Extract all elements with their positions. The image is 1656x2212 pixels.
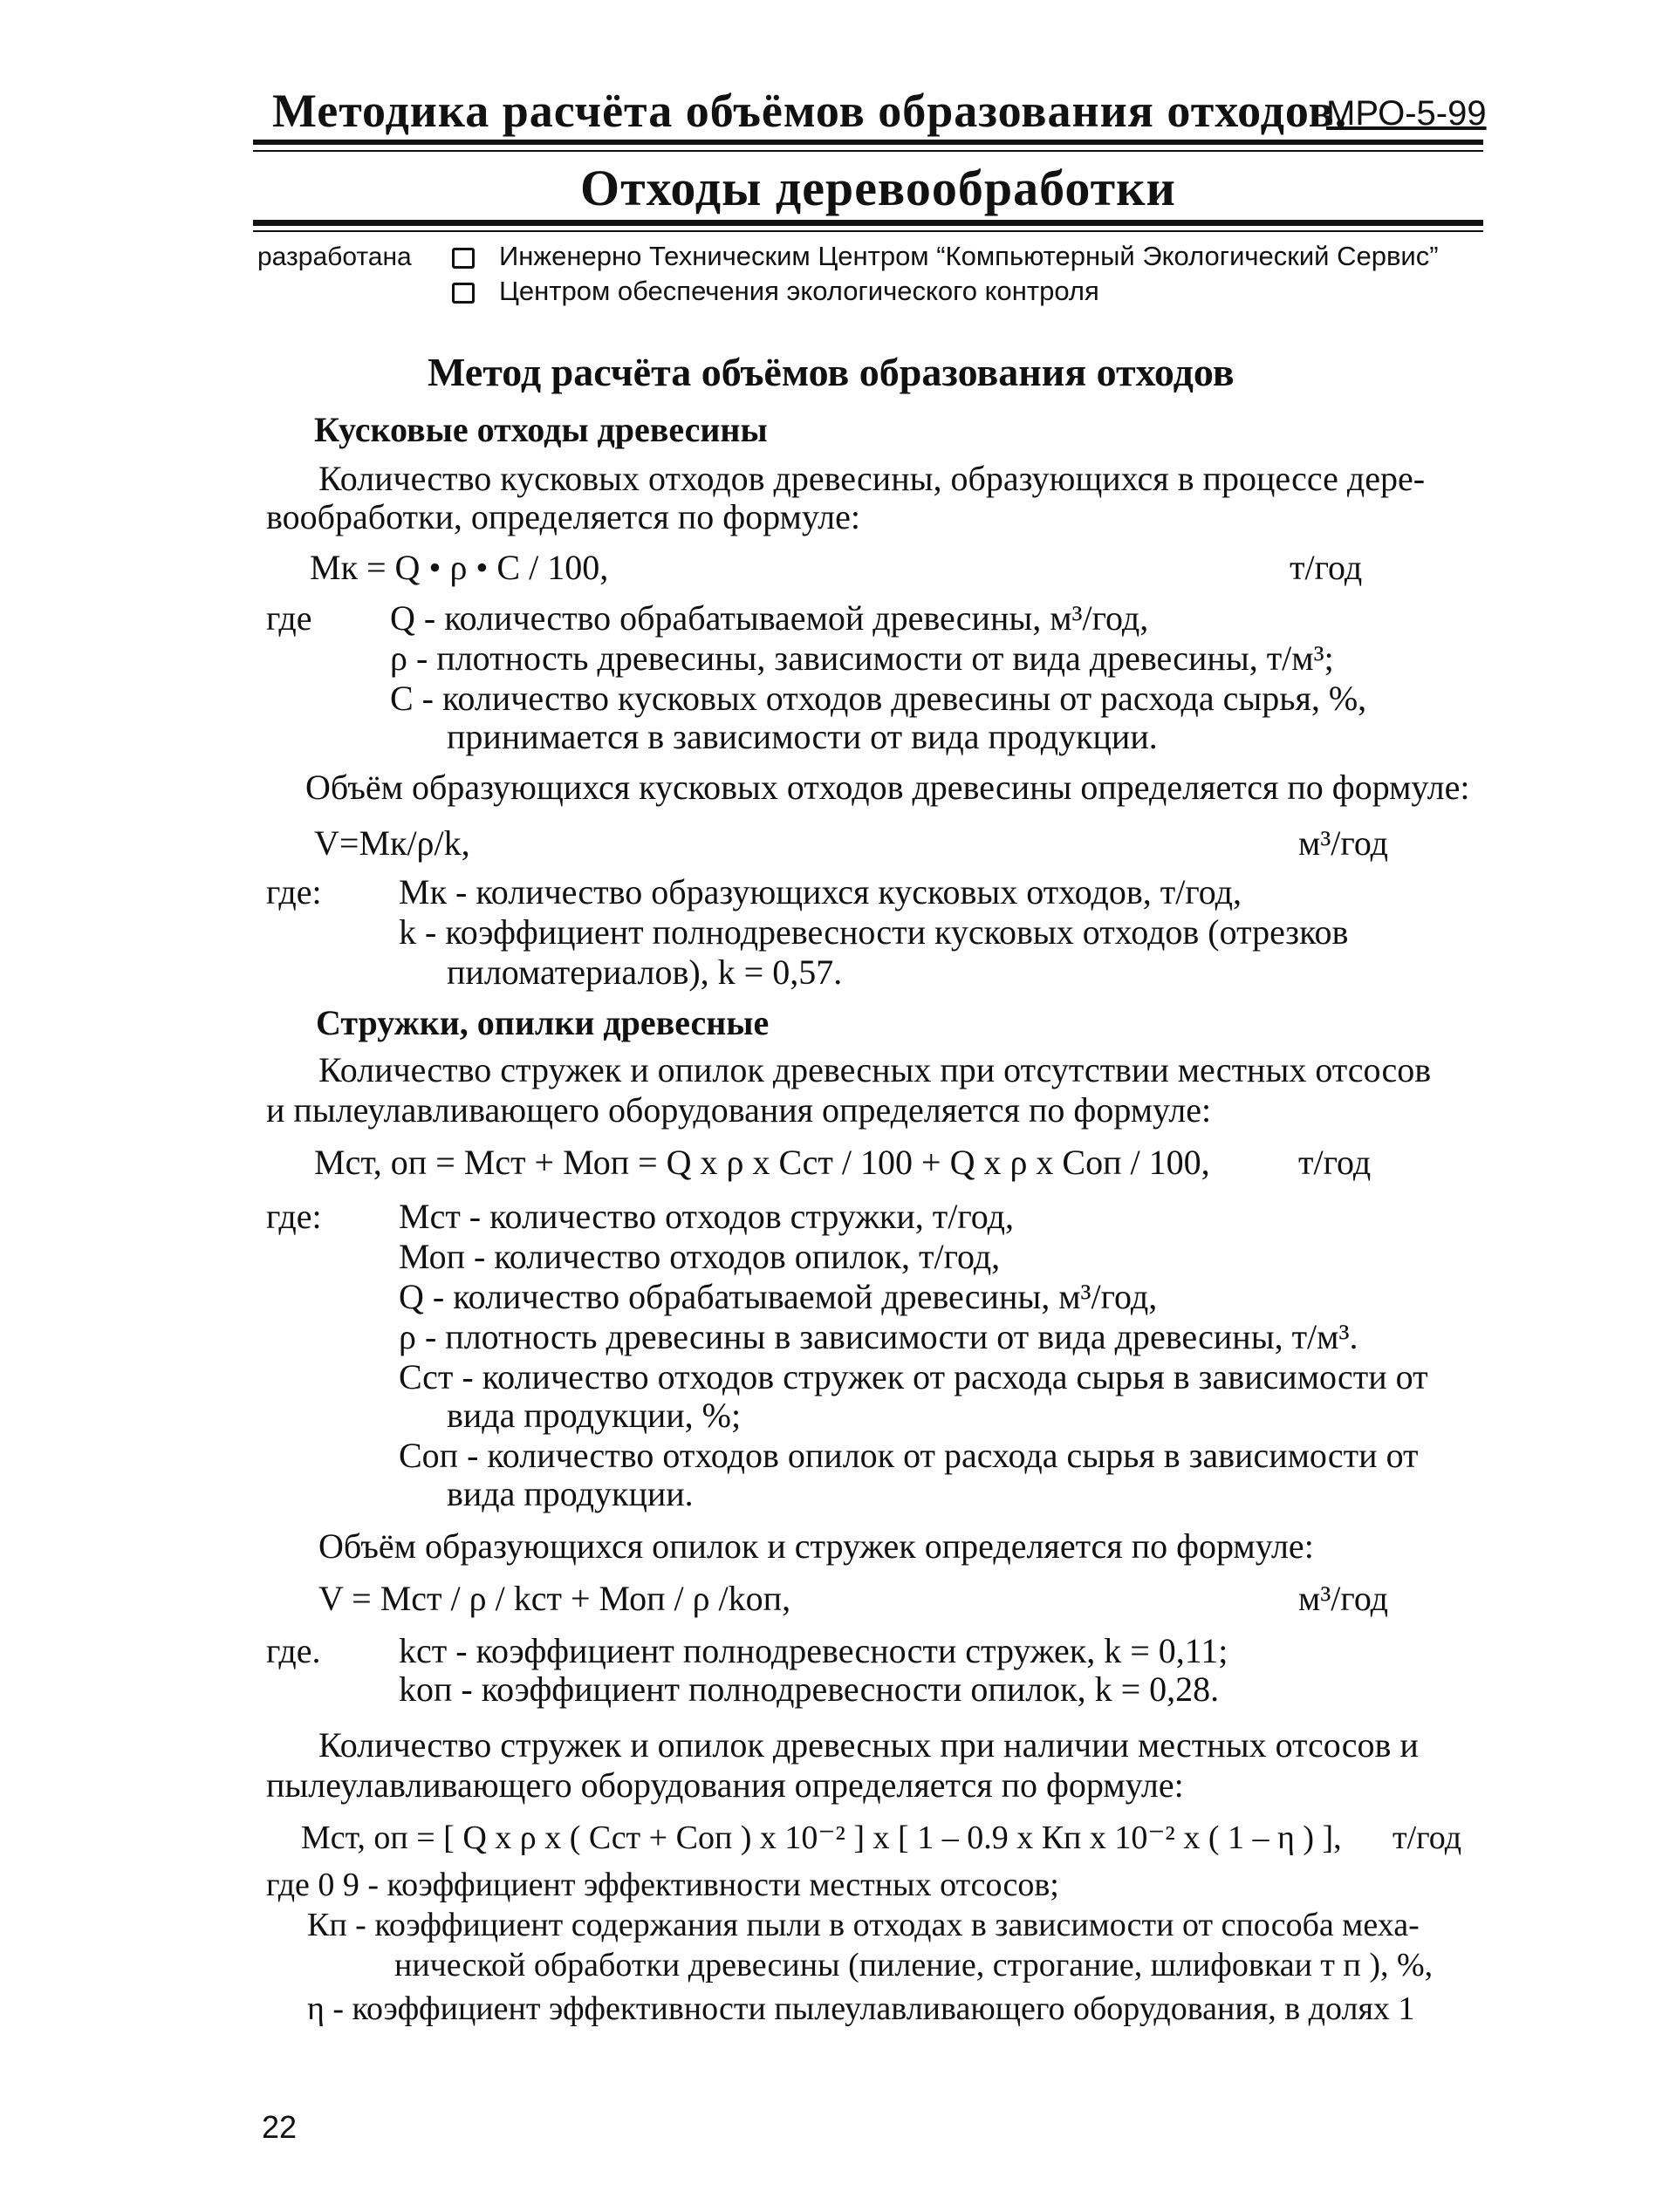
s2-formula-2: Мст, оп = [ Q x ρ x ( Сст + Соп ) x 10⁻² ] x [ 1 – 0.9 x Кп x 10⁻² x ( 1 – η ) ], bbox=[301, 1819, 1342, 1856]
developed-label: разработана bbox=[257, 242, 412, 271]
s2-volume-where: где. bbox=[266, 1631, 321, 1670]
header-rule-bottom-thin bbox=[253, 230, 1483, 232]
header-rule-top bbox=[253, 140, 1483, 145]
s2-formula-unit: т/год bbox=[1298, 1143, 1372, 1182]
header-rule-top-thin bbox=[253, 150, 1483, 152]
s2-formula-2-unit: т/год bbox=[1393, 1819, 1462, 1856]
section-title: Отходы деревообработки bbox=[580, 160, 1176, 216]
s2-def-rho: ρ - плотность древесины в зависимости от вида древесины, т/м³. bbox=[399, 1317, 1358, 1356]
s2-def-09: где 0 9 - коэффициент эффективности местных отсосов; bbox=[266, 1867, 1059, 1903]
s2-volume-unit: м³/год bbox=[1298, 1579, 1389, 1618]
s2-volume-intro: Объём образующихся опилок и стружек определяется по формуле: bbox=[318, 1526, 1314, 1566]
s1-volume-intro: Объём образующихся кусковых отходов древесины определяется по формуле: bbox=[305, 768, 1470, 807]
s2-intro-4: пылеулавливающего оборудования определяется по формуле: bbox=[266, 1765, 1184, 1805]
s1-volume-def-k: k - коэффициент полнодревесности кусковых отходов (отрезков bbox=[399, 912, 1349, 952]
s2-intro-1: Количество стружек и опилок древесных при отсутствии местных отсосов bbox=[318, 1050, 1432, 1089]
checkbox-icon bbox=[452, 283, 475, 304]
developer-2: Центром обеспечения экологического контроля bbox=[499, 276, 1099, 306]
s1-def-c-cont: принимается в зависимости от вида продукции. bbox=[447, 717, 1158, 756]
section-2-heading: Стружки, опилки древесные bbox=[316, 1003, 770, 1042]
s1-volume-def-mk: Мк - количество образующихся кусковых отходов, т/год, bbox=[399, 872, 1242, 911]
s1-intro-1: Количество кусковых отходов древесины, образующихся в процессе дере- bbox=[318, 459, 1426, 498]
s2-def-cst-cont: вида продукции, %; bbox=[447, 1396, 742, 1435]
s1-formula: Мк = Q • ρ • С / 100, bbox=[310, 548, 609, 587]
s2-def-kp: Кп - коэффициент содержания пыли в отходах в зависимости от способа меха- bbox=[307, 1907, 1420, 1943]
document-code: МРО-5-99 bbox=[1326, 94, 1487, 133]
s2-volume-def-kop: kоп - коэффициент полнодревесности опилок, k = 0,28. bbox=[399, 1669, 1220, 1709]
s2-def-cop: Соп - количество отходов опилок от расхода сырья в зависимости от bbox=[399, 1436, 1419, 1475]
header-rule-bottom bbox=[253, 220, 1483, 226]
s2-def-q: Q - количество обрабатываемой древесины, м³/год, bbox=[399, 1277, 1158, 1316]
method-heading: Метод расчёта объёмов образования отходов bbox=[428, 350, 1235, 394]
s2-def-cst: Сст - количество отходов стружек от расхода сырья в зависимости от bbox=[399, 1357, 1428, 1396]
page-number: 22 bbox=[262, 2109, 298, 2145]
s1-volume-unit: м³/год bbox=[1298, 823, 1389, 863]
s2-intro-3: Количество стружек и опилок древесных при наличии местных отсосов и bbox=[318, 1725, 1419, 1765]
section-1-heading: Кусковые отходы древесины bbox=[314, 410, 768, 449]
s2-def-cop-cont: вида продукции. bbox=[447, 1474, 694, 1513]
s1-def-c: С - количество кусковых отходов древесины от расхода сырья, %, bbox=[390, 679, 1367, 718]
s2-def-eta: η - коэффициент эффективности пылеулавливающего оборудования, в долях 1 bbox=[307, 1990, 1415, 2027]
s2-def-mst: Мст - количество отходов стружки, т/год, bbox=[399, 1197, 1014, 1236]
checkbox-icon bbox=[452, 248, 475, 269]
s2-volume-formula: V = Мст / ρ / kст + Моп / ρ /kоп, bbox=[318, 1579, 791, 1618]
s1-volume-formula: V=Мк/ρ/k, bbox=[314, 823, 470, 863]
s1-def-q: Q - количество обрабатываемой древесины, м³/год, bbox=[390, 598, 1149, 638]
s2-formula: Мст, оп = Мст + Моп = Q x ρ x Сст / 100 + Q x ρ x Соп / 100, bbox=[314, 1143, 1210, 1182]
s2-volume-def-kst: kст - коэффициент полнодревесности стружек, k = 0,11; bbox=[399, 1631, 1228, 1670]
s1-volume-where: где: bbox=[266, 872, 322, 911]
s1-intro-2: вообработки, определяется по формуле: bbox=[266, 497, 860, 536]
s2-intro-2: и пылеулавливающего оборудования определяется по формуле: bbox=[266, 1090, 1212, 1130]
document-title: Методика расчёта объёмов образования отходов. bbox=[272, 85, 1348, 137]
s2-where: где: bbox=[266, 1197, 322, 1236]
s1-where: где bbox=[266, 598, 312, 638]
s1-volume-def-k-cont: пиломатериалов), k = 0,57. bbox=[447, 952, 843, 992]
s1-formula-unit: т/год bbox=[1290, 548, 1363, 587]
s2-def-mop: Моп - количество отходов опилок, т/год, bbox=[399, 1237, 1001, 1276]
s1-def-rho: ρ - плотность древесины, зависимости от вида древесины, т/м³; bbox=[390, 638, 1334, 678]
s2-def-kp-cont: нической обработки древесины (пиление, строгание, шлифовкаи т п ), %, bbox=[394, 1947, 1434, 1983]
developer-1: Инженерно Техническим Центром “Компьютерный Экологический Сервис” bbox=[499, 241, 1439, 271]
